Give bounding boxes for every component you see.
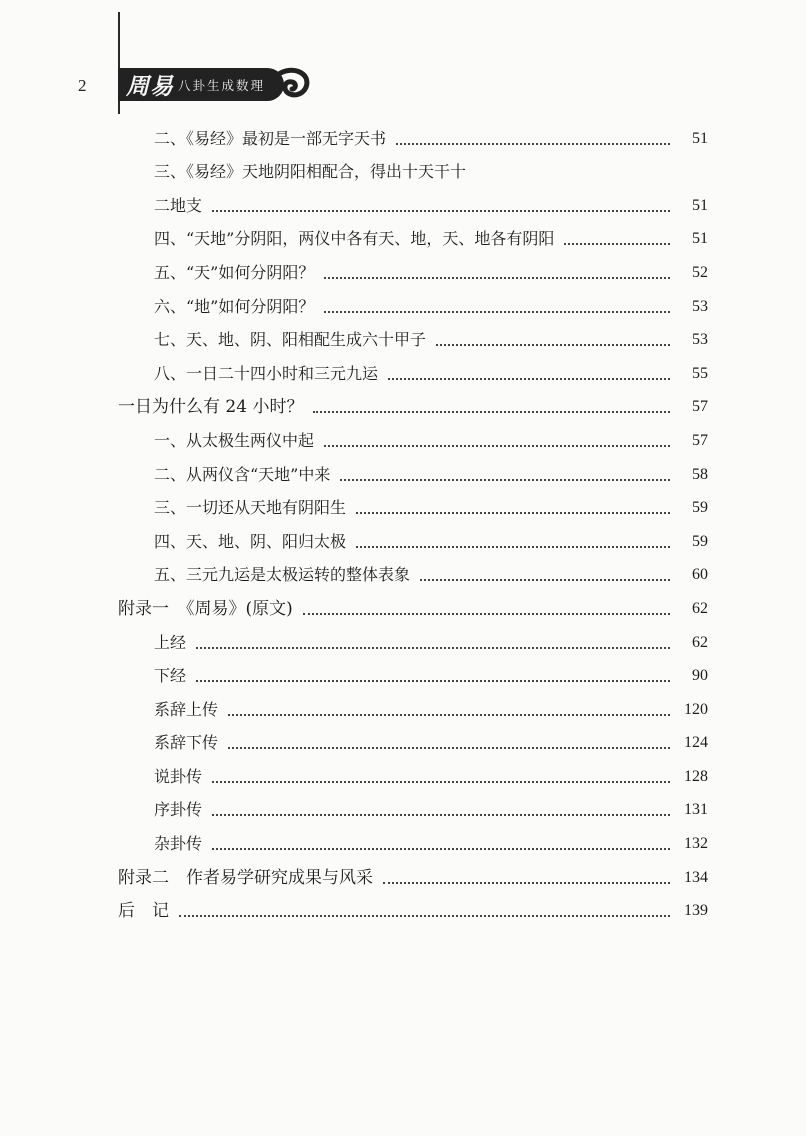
book-subtitle: 八卦生成数理 [178, 77, 266, 93]
dot-leader [212, 814, 670, 816]
toc-entry-title: 后 记 [118, 901, 169, 922]
toc-entry-title: 系辞下传 [154, 733, 219, 753]
toc-entry-page: 62 [692, 599, 708, 617]
dot-leader [436, 344, 670, 346]
toc-entry-title: 二、《易经》最初是一部无字天书 [154, 128, 387, 148]
dot-leader [303, 613, 670, 615]
toc-entry-title: 二地支 [154, 195, 203, 215]
cloud-swirl-icon [270, 64, 312, 104]
toc-entry-title: 六、“地”如何分阴阳？ [154, 296, 315, 316]
toc-entry-title: 四、“天地”分阴阳，两仪中各有天、地，天、地各有阴阳 [154, 229, 555, 249]
toc-entry-title: 说卦传 [154, 766, 203, 786]
toc-entry-title: 一、从太极生两仪中起 [154, 430, 315, 450]
toc-entry-title: 杂卦传 [154, 834, 203, 854]
toc-entry[interactable] [118, 521, 708, 555]
dot-leader [196, 647, 670, 649]
header-banner [118, 68, 284, 101]
page-number: 2 [78, 76, 87, 95]
toc-entry[interactable] [118, 723, 708, 757]
toc-entry-page: 128 [684, 767, 708, 785]
toc-entry-title: 一日为什么有 24 小时？ [118, 397, 304, 418]
dot-leader [388, 378, 670, 380]
toc-entry-title: 三、《易经》天地阴阳相配合，得出十天干十 [154, 162, 467, 182]
toc-entry-page: 55 [692, 364, 708, 382]
dot-leader [179, 915, 670, 917]
dot-leader [212, 781, 670, 783]
toc-entry-page: 52 [692, 263, 708, 281]
toc-entry-title: 序卦传 [154, 800, 203, 820]
toc-entry-page: 90 [692, 667, 708, 685]
toc-entry-title: 二、从两仪含“天地”中来 [154, 464, 331, 484]
toc-entry-page: 132 [684, 835, 708, 853]
toc-entry-page: 51 [692, 230, 708, 248]
dot-leader [228, 714, 670, 716]
toc-entry-title: 五、“天”如何分阴阳？ [154, 262, 315, 282]
dot-leader [340, 479, 670, 481]
dot-leader [324, 445, 670, 447]
toc-entry-page: 57 [692, 431, 708, 449]
toc-entry-title: 上经 [154, 632, 187, 652]
toc-entry-page: 120 [684, 700, 708, 718]
toc-entry[interactable] [118, 656, 708, 690]
toc-entry-page: 60 [692, 566, 708, 584]
toc-entry[interactable] [118, 555, 708, 589]
toc-entry[interactable] [118, 588, 708, 622]
toc-entry-page: 53 [692, 331, 708, 349]
toc-entry-page: 51 [692, 196, 708, 214]
toc-entry[interactable] [118, 252, 708, 286]
toc-entry-page: 139 [684, 902, 708, 920]
toc-entry[interactable] [118, 118, 708, 152]
dot-leader [212, 210, 670, 212]
toc-entry[interactable] [118, 756, 708, 790]
toc-entry[interactable] [118, 891, 708, 925]
toc-entry[interactable] [118, 387, 708, 421]
toc-entry-page: 124 [684, 734, 708, 752]
toc-entry-title: 四、天、地、阴、阳归太极 [154, 531, 347, 551]
toc-entry-title: 系辞上传 [154, 699, 219, 719]
toc-entry-title: 八、一日二十四小时和三元九运 [154, 363, 379, 383]
dot-leader [396, 143, 670, 145]
toc-entry-title: 下经 [154, 666, 187, 686]
toc-entry[interactable] [118, 286, 708, 320]
dot-leader [212, 848, 670, 850]
dot-leader [564, 243, 670, 245]
dot-leader [420, 579, 670, 581]
toc-entry-page: 57 [692, 398, 708, 416]
toc-entry[interactable] [118, 219, 708, 253]
toc-entry[interactable] [118, 857, 708, 891]
dot-leader [228, 747, 670, 749]
book-logo: 周易 [126, 73, 174, 100]
toc-entry-page: 59 [692, 499, 708, 517]
toc-entry-page: 58 [692, 465, 708, 483]
toc-entry-title: 七、天、地、阴、阳相配生成六十甲子 [154, 330, 427, 350]
toc-entry[interactable] [118, 420, 708, 454]
dot-leader [356, 512, 670, 514]
dot-leader [356, 546, 670, 548]
toc-entry-page: 134 [684, 868, 708, 886]
toc-entry-page: 53 [692, 297, 708, 315]
toc-entry[interactable] [118, 454, 708, 488]
toc-entry[interactable] [118, 320, 708, 354]
table-of-contents [118, 118, 708, 924]
dot-leader [324, 311, 670, 313]
toc-entry[interactable] [118, 689, 708, 723]
toc-entry[interactable] [118, 353, 708, 387]
toc-entry[interactable] [118, 488, 708, 522]
toc-entry[interactable] [118, 622, 708, 656]
toc-entry-title: 五、三元九运是太极运转的整体表象 [154, 565, 411, 585]
toc-entry-title: 附录二 作者易学研究成果与风采 [118, 867, 373, 888]
toc-entry[interactable] [118, 790, 708, 824]
toc-entry-page: 131 [684, 801, 708, 819]
dot-leader [313, 411, 670, 413]
toc-entry-page: 62 [692, 633, 708, 651]
toc-entry-page: 51 [692, 129, 708, 147]
dot-leader [383, 882, 670, 884]
dot-leader [324, 277, 670, 279]
toc-entry-title: 附录一 《周易》(原文) [118, 598, 293, 619]
dot-leader [196, 680, 670, 682]
toc-entry[interactable] [118, 185, 708, 219]
toc-entry-page: 59 [692, 532, 708, 550]
toc-entry-title: 三、一切还从天地有阴阳生 [154, 498, 347, 518]
toc-entry[interactable] [118, 152, 708, 186]
toc-entry[interactable] [118, 823, 708, 857]
